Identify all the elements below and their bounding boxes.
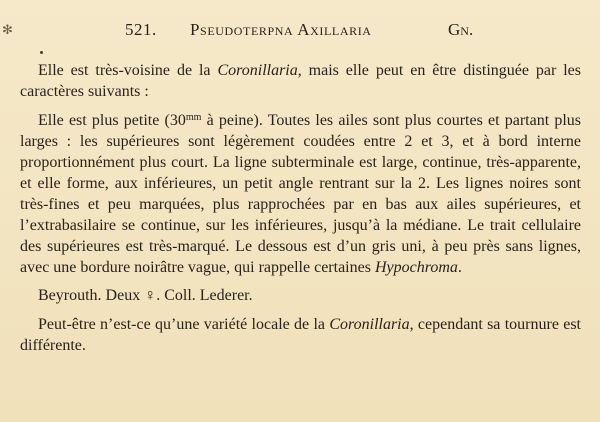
text-run: Elle est plus petite (30 — [38, 112, 186, 129]
species-number: 521. — [125, 20, 157, 39]
text-run: , mais elle peut en être distinguée par les caractères suivants : — [20, 62, 582, 100]
species-author: Gn. — [448, 20, 474, 39]
text-run: , cependant sa tournure est différente. — [20, 316, 581, 354]
text-run: à peine). Toutes les ailes sont plus courtes et partant plus larges : les supérieures sont légèrement coudées entre 2 et 3, et à bord interne proportionnément plus court. La ligne subterminale est large, continue, très-apparente, et elle forme, aux inférieures, un petit angle rentrant sur la 2. Les lignes noires sont très-fines et peu marquées, plus rapprochées par en bas aux ailes supérieures, et l’extrabasilaire se continue, sur les inférieures, jusqu’à la médiane. Le trait cellulaire des supérieures est très-marqué. Le dessous est d’un gris uni, à peu près sans lignes, avec une bordure noirâtre vague, qui rappelle certaines — [20, 112, 582, 276]
genus-reference: Hypochroma — [374, 259, 458, 276]
text-run: Peut-être n’est-ce qu’une variété locale de la — [38, 316, 330, 333]
paragraph-remark — [20, 314, 581, 356]
species-reference: Coronillaria — [217, 62, 298, 79]
species-title: Pseudoterpna Axillaria — [190, 20, 372, 39]
paragraph-intro — [20, 60, 581, 102]
species-reference: Coronillaria — [329, 316, 410, 333]
unit-superscript: mm — [185, 112, 202, 123]
paragraph-locality — [20, 285, 581, 306]
text-run: . — [457, 259, 462, 276]
paragraph-description — [20, 107, 581, 278]
text-run: Elle est très-voisine de la — [38, 62, 218, 79]
ink-speck — [40, 51, 43, 54]
text-run: Beyrouth. Deux ♀. Coll. Lederer. — [38, 287, 253, 304]
ornament-icon: ✻ — [2, 22, 13, 37]
page-body — [20, 60, 581, 361]
page-header — [0, 17, 600, 43]
